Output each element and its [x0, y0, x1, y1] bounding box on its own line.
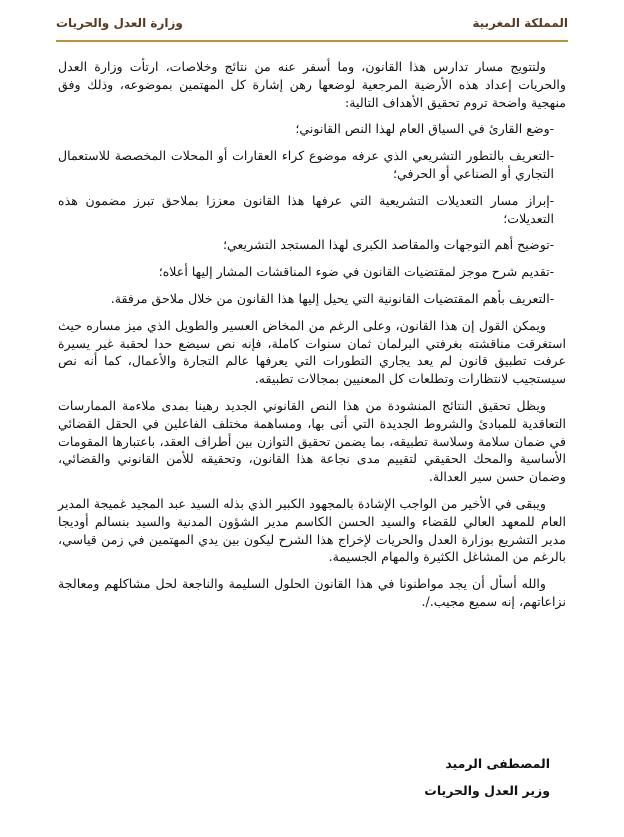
results-paragraph: ويظل تحقيق النتائج المنشودة من هذا النص القانوني الجديد رهينا بمدى ملاءمة الممارسات التعاقدية للمبادئ والشروط الجديدة التي أتى بها، ومساهمة مختلف الفاعلين في الحقل القضائي في ضمان سلامة وسلاسة تطبيقه، بما يضمن تحقيق التوازن بين أطراف العقد، باعتبارها المقومات الأساسية والمحك الحقيقي لتقييم مدى نجاعة هذا القانون، وتحقيقه للأمن القانوني والقضائي، وضمان حسن سير العدالة.	[58, 397, 566, 485]
objective-item-1: -وضع القارئ في السياق العام لهذا النص القانوني؛	[295, 121, 554, 137]
acknowledgment-paragraph: ويبقى في الأخير من الواجب الإشادة بالمجهود الكبير الذي بذله السيد عبد المجيد غميجة المدير العام للمعهد العالي للقضاء والسيد الحسن الكاسم مدير الشؤون المدنية والسيد بنسالم أوديجا مدير التشريع بوزارة العدل والحريات لإخراج هذا الشرح ليكون بين يدي المهتمين في زمن قياسي، بالرغم من المشاغل الكثيرة والمهام الجسيمة.	[58, 495, 566, 565]
header-divider	[56, 40, 568, 42]
closing-paragraph: والله أسأل أن يجد مواطنونا في هذا القانون الحلول السليمة والناجعة لحل مشاكلهم ومعالجة نزاعاتهم، إنه سميع مجيب./.	[58, 576, 566, 609]
objective-item-5: -تقديم شرح موجز لمقتضيات القانون في ضوء المناقشات المشار إليها أعلاه؛	[158, 264, 554, 280]
signature-title: وزير العدل والحريات	[424, 783, 550, 798]
objective-item-6: -التعريف بأهم المقتضيات القانونية التي يحيل إليها هذا القانون من خلال ملاحق مرفقة.	[110, 290, 554, 306]
assessment-paragraph: ويمكن القول إن هذا القانون، وعلى الرغم من المخاض العسير والطويل الذي ميز مساره حيث استغرقت مناقشته بغرفتي البرلمان ثمان سنوات كاملة، فإنه نص سيضع حدا لحقبة غير يسيرة عرفت تطبيق قانون لم يعد يجاري التطورات التي يعرفها عالم التجارة والأعمال، كما أنه نص سيستجيب لانتظارات وتطلعات كل المعنيين بمجالات تطبيقه.	[58, 317, 566, 387]
document-body	[58, 58, 566, 616]
header-ministry-title: وزارة العدل والحريات	[56, 16, 183, 30]
objective-item-4: -توضيح أهم التوجهات والمقاصد الكبرى لهذا المستجد التشريعي؛	[222, 237, 554, 253]
signature-name: المصطفى الرميد	[445, 756, 550, 771]
intro-paragraph: ولتتويج مسار تدارس هذا القانون، وما أسفر عنه من نتائج وخلاصات، ارتأت وزارة العدل والحريات إعداد هذه الأرضية المرجعية لوضعها رهن إشارة كل المهتمين بموضوعه، وذلك وفق منهجية واضحة تروم تحقيق الأهداف التالية:	[58, 59, 566, 110]
page-header	[56, 14, 568, 36]
objective-item-2: -التعريف بالتطور التشريعي الذي عرفه موضوع كراء العقارات أو المحلات المخصصة للاستعمال التجاري أو الصناعي أو الحرفي؛	[58, 148, 554, 181]
header-kingdom-title: المملكة المغربية	[472, 16, 568, 30]
objective-item-3: -إبراز مسار التعديلات التشريعية التي عرفها هذا القانون معززا بملاحق تبرز مضمون هذه التعديلات؛	[58, 192, 554, 226]
